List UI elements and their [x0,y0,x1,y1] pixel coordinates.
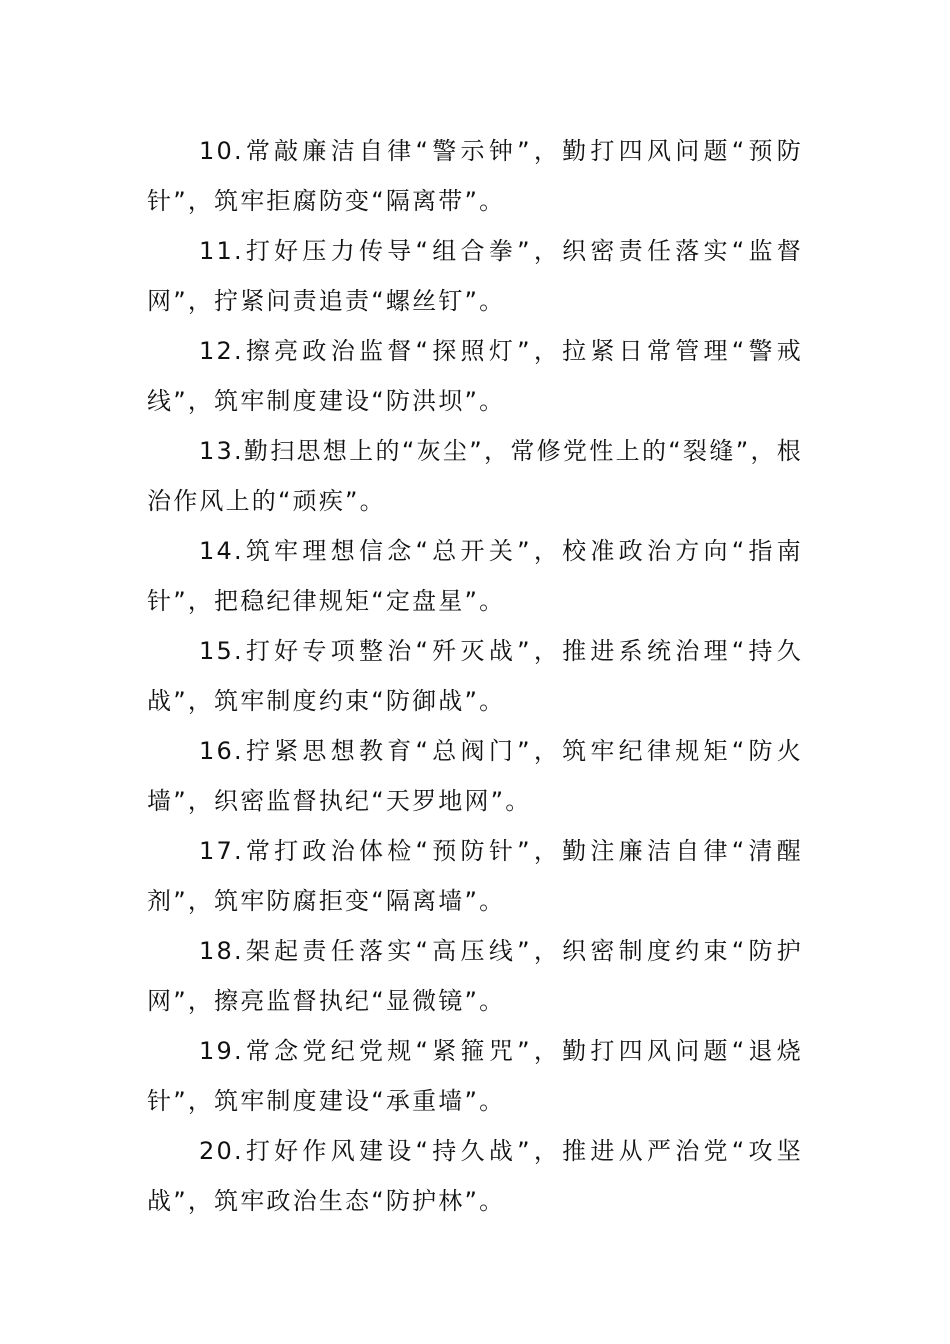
paragraph-11: 11.打好压力传导“组合拳”，织密责任落实“监督网”，拧紧问责追责“螺丝钉”。 [147,237,803,315]
paragraph-18: 18.架起责任落实“高压线”，织密制度约束“防护网”，擦亮监督执纪“显微镜”。 [147,937,803,1015]
paragraph-16: 16.拧紧思想教育“总阀门”，筑牢纪律规矩“防火墙”，织密监督执纪“天罗地网”。 [147,737,803,815]
paragraph-19: 19.常念党纪党规“紧箍咒”，勤打四风问题“退烧针”，筑牢制度建设“承重墙”。 [147,1037,803,1115]
paragraph-14: 14.筑牢理想信念“总开关”，校准政治方向“指南针”，把稳纪律规矩“定盘星”。 [147,537,803,615]
paragraph-20: 20.打好作风建设“持久战”，推进从严治党“攻坚战”，筑牢政治生态“防护林”。 [147,1137,803,1215]
paragraph-13: 13.勤扫思想上的“灰尘”，常修党性上的“裂缝”，根治作风上的“顽疾”。 [147,437,803,515]
paragraph-15: 15.打好专项整治“歼灭战”，推进系统治理“持久战”，筑牢制度约束“防御战”。 [147,637,803,715]
paragraph-10: 10.常敲廉洁自律“警示钟”，勤打四风问题“预防针”，筑牢拒腐防变“隔离带”。 [147,137,803,215]
paragraph-12: 12.擦亮政治监督“探照灯”，拉紧日常管理“警戒线”，筑牢制度建设“防洪坝”。 [147,337,803,415]
paragraph-17: 17.常打政治体检“预防针”，勤注廉洁自律“清醒剂”，筑牢防腐拒变“隔离墙”。 [147,837,803,915]
document-body [147,126,803,1226]
